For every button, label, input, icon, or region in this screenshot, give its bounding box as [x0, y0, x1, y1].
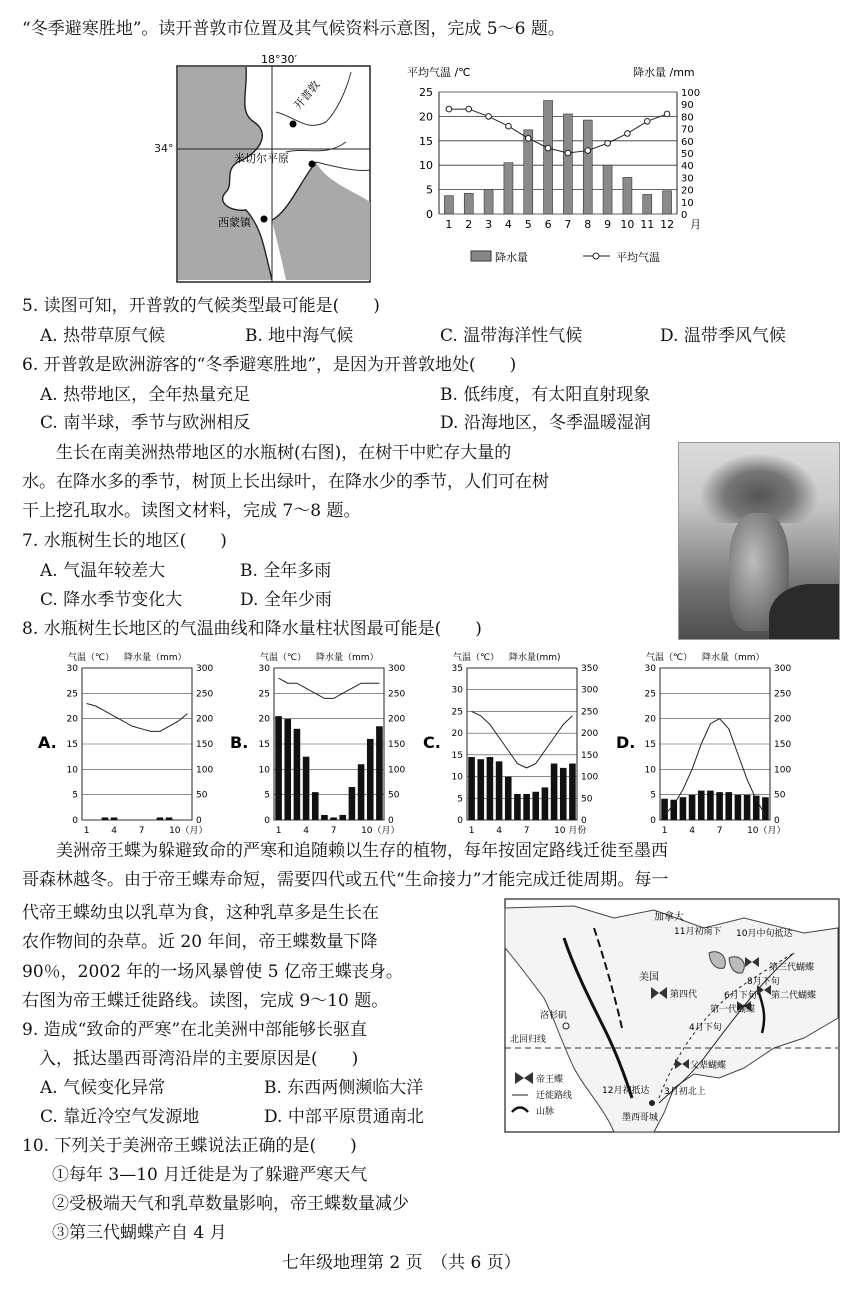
- precip-bar: [542, 787, 549, 820]
- month-tick-label: 2: [465, 218, 473, 231]
- precip-bar: [111, 817, 118, 820]
- temp-curve: [279, 678, 380, 698]
- option-letter: A.: [38, 733, 57, 752]
- option-letter: D.: [616, 733, 636, 752]
- left-tick-label: 35: [451, 664, 463, 674]
- left-tick-label: 15: [419, 134, 433, 148]
- precip-axis-label: 降水量(mm): [509, 653, 561, 663]
- option-chart-b: [230, 651, 405, 836]
- left-tick-label: 5: [650, 790, 656, 801]
- left-tick-label: 15: [451, 750, 463, 761]
- question-8: 8. 水瓶树生长地区的气温曲线和降水量柱状图最可能是( ): [22, 619, 482, 639]
- right-tick-label: 100: [196, 765, 214, 776]
- month-tick-label: 4: [496, 826, 502, 836]
- temp-axis-label: 气温（℃）: [260, 653, 307, 663]
- q5-option-d: D. 温带季风气候: [660, 326, 786, 346]
- right-tick-label: 300: [196, 664, 214, 674]
- right-tick-label: 300: [774, 664, 792, 674]
- right-tick-label: 150: [196, 740, 214, 750]
- month-tick-label: 4: [303, 826, 309, 836]
- precip-bar: [661, 799, 668, 820]
- temp-axis-label: 气温（℃）: [453, 653, 500, 663]
- q6-option-d: D. 沿海地区，冬季温暖湿润: [440, 413, 651, 433]
- right-tick-label: 100: [388, 765, 406, 776]
- left-tick-label: 5: [72, 790, 78, 801]
- q6-option-c: C. 南半球，季节与欧洲相反: [40, 413, 251, 433]
- month-tick-label: 5: [524, 218, 532, 231]
- month-tick-label: 9: [604, 218, 612, 231]
- q10-item-1: ①每年 3—10 月迁徙是为了躲避严寒天气: [52, 1165, 368, 1185]
- month-tick-label: 1: [468, 826, 475, 836]
- question-5: 5. 读图可知，开普敦的气候类型最可能是( ): [22, 296, 380, 316]
- precip-bar: [444, 196, 453, 214]
- precip-bar: [487, 757, 494, 820]
- map-nov: 11月初南下: [674, 927, 722, 937]
- precip-axis-label: 降水量（mm）: [316, 653, 379, 663]
- right-tick-label: 40: [681, 161, 694, 173]
- precip-bar: [303, 757, 310, 820]
- right-tick-label: 200: [581, 729, 599, 740]
- q5-option-b: B. 地中海气候: [245, 326, 354, 346]
- right-tick-label: 60: [681, 136, 694, 148]
- precip-bar: [102, 817, 109, 820]
- q9-option-a: A. 气候变化异常: [40, 1078, 166, 1098]
- left-tick-label: 15: [66, 740, 78, 750]
- q6-option-a: A. 热带地区，全年热量充足: [40, 385, 251, 405]
- left-tick-label: 20: [451, 729, 463, 740]
- right-tick-label: 0: [388, 816, 394, 826]
- right-tick-label: 100: [681, 88, 701, 99]
- precip-bar: [735, 795, 742, 820]
- q5-option-c: C. 温带海洋性气候: [440, 326, 583, 346]
- month-tick-label: 11: [640, 218, 655, 231]
- intro-line: “冬季避寒胜地”。读开普敦市位置及其气候资料示意图，完成 5～6 题。: [22, 19, 565, 39]
- option-charts: [30, 648, 830, 836]
- month-tick-label: 1: [445, 218, 453, 231]
- temp-curve: [87, 703, 188, 731]
- precip-bar: [330, 817, 337, 820]
- q9-option-b: B. 东西两侧濒临大洋: [264, 1078, 424, 1098]
- map-los-angeles: 洛杉矶: [540, 1011, 568, 1021]
- precip-bar: [544, 101, 553, 214]
- left-tick-label: 5: [264, 790, 270, 801]
- question-10: 10. 下列关于美洲帝王蝶说法正确的是( ): [22, 1136, 357, 1156]
- precip-bar: [670, 800, 677, 820]
- passage2-line-2: 水。在降水多的季节，树顶上长出绿叶，在降水少的季节，人们可在树: [22, 472, 549, 492]
- precip-bar: [349, 787, 356, 820]
- right-tick-label: 200: [388, 714, 406, 725]
- precip-bar: [707, 791, 714, 820]
- simons-town-label: 西蒙镇: [218, 216, 251, 229]
- passage3-line-6: 右图为帝王蝶迁徙路线。读图，完成 9～10 题。: [22, 991, 389, 1011]
- legend-temp-label: 平均气温: [616, 251, 660, 264]
- map-oct: 10月中旬抵达: [736, 929, 793, 939]
- precip-bar: [603, 165, 612, 214]
- question-9-line-2: 入，抵达墨西哥湾沿岸的主要原因是( ): [22, 1049, 359, 1069]
- left-tick-label: 15: [258, 740, 270, 750]
- right-tick-label: 80: [681, 112, 694, 124]
- option-letter: B.: [230, 733, 249, 752]
- left-tick-label: 25: [644, 689, 656, 700]
- passage3-line-3: 代帝王蝶幼虫以乳草为食，这种乳草多是生长在: [22, 903, 379, 923]
- right-tick-label: 150: [388, 740, 406, 750]
- q9-option-d: D. 中部平原贯通南北: [264, 1107, 424, 1127]
- right-tick-label: 0: [681, 210, 688, 221]
- q7-option-b: B. 全年多雨: [240, 561, 332, 581]
- right-tick-label: 50: [774, 790, 786, 801]
- passage3-line-2: 哥森林越冬。由于帝王蝶寿命短，需要四代或五代“生命接力”才能完成迁徙周期。每一: [22, 870, 669, 890]
- map-dec: 12月初抵达: [602, 1086, 650, 1096]
- right-tick-label: 50: [581, 794, 593, 805]
- temp-point: [644, 118, 650, 124]
- precip-bar: [725, 792, 732, 820]
- option-letter: C.: [423, 733, 441, 752]
- q5-option-a: A. 热带草原气候: [40, 326, 166, 346]
- cape-town-label: 开普敦: [291, 78, 323, 112]
- precip-bar: [321, 815, 328, 820]
- latitude-label: 34°: [154, 142, 174, 155]
- left-tick-label: 20: [644, 714, 656, 725]
- right-tick-label: 70: [681, 124, 694, 136]
- right-tick-label: 250: [774, 689, 792, 700]
- precip-bar: [484, 190, 493, 214]
- temp-point: [605, 140, 611, 146]
- page-footer: 七年级地理第 2 页 （共 6 页）: [282, 1253, 521, 1273]
- precip-bar: [496, 761, 503, 820]
- question-7: 7. 水瓶树生长的地区( ): [22, 531, 227, 551]
- right-tick-label: 10: [681, 197, 694, 209]
- left-tick-label: 25: [419, 86, 433, 99]
- option-chart-d: [616, 651, 791, 836]
- left-tick-label: 0: [650, 816, 656, 826]
- right-tick-label: 200: [196, 714, 214, 725]
- legend-butterfly: 帝王蝶: [536, 1075, 564, 1085]
- temp-point: [466, 106, 472, 112]
- temp-point: [565, 150, 571, 156]
- right-tick-label: 150: [774, 740, 792, 750]
- precip-bar: [524, 130, 533, 214]
- precip-bar: [358, 764, 365, 820]
- left-tick-label: 10: [66, 765, 78, 776]
- precip-bar: [504, 163, 513, 214]
- left-tick-label: 30: [451, 685, 463, 696]
- right-tick-label: 200: [774, 714, 792, 725]
- left-tick-label: 10: [644, 765, 656, 776]
- right-tick-label: 100: [774, 765, 792, 776]
- left-tick-label: 30: [644, 664, 656, 674]
- right-tick-label: 20: [681, 185, 694, 197]
- right-tick-label: 350: [581, 664, 599, 674]
- q9-option-c: C. 靠近冷空气发源地: [40, 1107, 200, 1127]
- legend-precip-label: 降水量: [495, 251, 528, 264]
- left-tick-label: 25: [451, 707, 463, 718]
- left-tick-label: 25: [258, 689, 270, 700]
- left-tick-label: 0: [426, 208, 433, 221]
- right-tick-label: 0: [581, 816, 587, 826]
- precip-bar: [157, 817, 164, 820]
- precip-bar: [716, 792, 723, 820]
- passage2-line-3: 干上挖孔取水。读图文材料，完成 7～8 题。: [22, 501, 361, 521]
- precip-bar: [275, 716, 282, 820]
- precip-bar: [468, 757, 475, 820]
- passage3-line-4: 农作物间的杂草。近 20 年间，帝王蝶数量下降: [22, 932, 378, 952]
- month-tick-label: 7: [523, 826, 530, 836]
- question-9-line-1: 9. 造成“致命的严寒”在北美洲中部能够长驱直: [22, 1020, 368, 1040]
- temp-point: [625, 131, 631, 137]
- month-tick-label: 10（月）: [169, 826, 208, 836]
- left-tick-label: 20: [66, 714, 78, 725]
- precip-bar: [294, 729, 301, 820]
- right-tick-label: 0: [196, 816, 202, 826]
- precip-bar: [367, 739, 374, 820]
- right-axis-title: 降水量 /mm: [633, 66, 695, 79]
- right-tick-label: 250: [196, 689, 214, 700]
- month-tick-label: 4: [504, 218, 512, 231]
- month-tick-label: 10（月）: [361, 826, 400, 836]
- option-chart-c: [423, 651, 598, 836]
- right-tick-label: 250: [388, 689, 406, 700]
- right-tick-label: 0: [774, 816, 780, 826]
- temp-point: [446, 106, 452, 112]
- precip-bar: [477, 759, 484, 820]
- legend-route: 迁徙路线: [536, 1091, 573, 1101]
- map-canada: 加拿大: [654, 912, 684, 923]
- map-jun: 6月下旬: [724, 991, 757, 1001]
- question-6: 6. 开普敦是欧洲游客的“冬季避寒胜地”，是因为开普敦地处( ): [22, 355, 517, 375]
- right-tick-label: 300: [581, 685, 599, 696]
- precip-bar: [339, 815, 346, 820]
- left-tick-label: 30: [258, 664, 270, 674]
- q7-option-a: A. 气温年较差大: [40, 561, 166, 581]
- cape-town-map: [176, 52, 372, 284]
- q7-option-d: D. 全年少雨: [240, 590, 332, 610]
- precip-bar: [532, 792, 539, 820]
- precip-bar: [505, 777, 512, 820]
- precip-bar: [744, 795, 751, 820]
- right-tick-label: 150: [581, 750, 599, 761]
- precip-bar: [689, 795, 696, 820]
- precip-bar: [514, 794, 521, 820]
- map-second-gen: 第二代蝴蝶: [771, 991, 817, 1001]
- temp-point: [664, 111, 670, 117]
- left-tick-label: 10: [419, 159, 433, 173]
- precip-axis-label: 降水量（mm）: [702, 653, 765, 663]
- precip-axis-label: 降水量（mm）: [124, 653, 187, 663]
- right-tick-label: 250: [581, 707, 599, 718]
- mitchells-plain-label: 米切尔平原: [234, 152, 289, 165]
- month-tick-label: 7: [330, 826, 337, 836]
- temp-axis-label: 气温（℃）: [68, 653, 115, 663]
- map-first-gen: 第一代蝴蝶: [710, 1005, 756, 1015]
- precip-bar: [569, 764, 576, 820]
- left-tick-label: 0: [457, 816, 463, 826]
- precip-bar: [583, 120, 592, 214]
- precip-bar: [643, 194, 652, 214]
- month-unit: 月: [690, 218, 701, 231]
- passage3-line-1: 美洲帝王蝶为躲避致命的严寒和追随赖以生存的植物，每年按固定路线迁徙至墨西: [22, 841, 668, 861]
- right-tick-label: 90: [681, 100, 694, 112]
- q10-item-2: ②受极端天气和乳草数量影响，帝王蝶数量减少: [52, 1194, 409, 1214]
- precip-bar: [680, 797, 687, 820]
- month-tick-label: 7: [138, 826, 145, 836]
- temp-point: [545, 145, 551, 151]
- right-tick-label: 100: [581, 772, 599, 783]
- precip-bar: [166, 817, 173, 820]
- left-tick-label: 0: [264, 816, 270, 826]
- precip-bar: [698, 791, 705, 820]
- left-tick-label: 10: [451, 772, 463, 783]
- month-tick-label: 1: [661, 826, 668, 836]
- map-parents: 父辈蝴蝶: [690, 1061, 727, 1071]
- left-tick-label: 10: [258, 765, 270, 776]
- precip-bar: [563, 114, 572, 214]
- left-tick-label: 15: [644, 740, 656, 750]
- right-tick-label: 50: [388, 790, 400, 801]
- option-chart-a: [38, 651, 213, 836]
- month-tick-label: 6: [544, 218, 552, 231]
- month-tick-label: 10 月份: [554, 826, 587, 836]
- temp-axis-label: 气温（℃）: [646, 653, 693, 663]
- month-tick-label: 12: [660, 218, 675, 231]
- precip-bar: [376, 726, 383, 820]
- left-tick-label: 25: [66, 689, 78, 700]
- q6-option-b: B. 低纬度，有太阳直射现象: [440, 385, 651, 405]
- map-fourth-gen: 第四代: [670, 990, 698, 1000]
- map-usa: 美国: [639, 972, 659, 983]
- left-tick-label: 30: [66, 664, 78, 674]
- cape-town-climate-chart: [405, 64, 705, 274]
- map-tropic: 北回归线: [510, 1035, 547, 1045]
- month-tick-label: 4: [111, 826, 117, 836]
- legend-mountain: 山脉: [536, 1107, 555, 1117]
- left-axis-title: 平均气温 /℃: [407, 66, 471, 79]
- legend-precip-swatch: [471, 251, 491, 261]
- temp-point: [585, 148, 591, 154]
- q10-item-3: ③第三代蝴蝶产自 4 月: [52, 1223, 227, 1243]
- map-third-gen: 第三代蝴蝶: [769, 963, 815, 973]
- temp-line: [449, 109, 667, 153]
- passage3-line-5: 90％，2002 年的一场风暴曾使 5 亿帝王蝶丧身。: [22, 962, 403, 982]
- month-tick-label: 1: [275, 826, 282, 836]
- map-mar: 3月初北上: [664, 1087, 706, 1097]
- left-tick-label: 0: [72, 816, 78, 826]
- month-tick-label: 10: [620, 218, 635, 231]
- map-aug: 8月下旬: [747, 977, 780, 987]
- right-tick-label: 300: [388, 664, 406, 674]
- temp-point: [525, 136, 531, 142]
- map-mexico-city: 墨西哥城: [622, 1113, 659, 1123]
- bottle-tree-photo: [678, 442, 840, 640]
- monarch-migration-map: [504, 898, 840, 1134]
- precip-bar: [464, 193, 473, 214]
- map-apr: 4月下旬: [689, 1023, 722, 1033]
- longitude-label: 18°30′: [261, 53, 297, 66]
- left-tick-label: 20: [258, 714, 270, 725]
- month-tick-label: 7: [716, 826, 723, 836]
- precip-bar: [623, 177, 632, 214]
- passage2-line-1: 生长在南美洲热带地区的水瓶树(右图)，在树干中贮存大量的: [22, 443, 512, 463]
- month-tick-label: 10（月）: [747, 826, 786, 836]
- temp-point: [506, 123, 512, 129]
- left-tick-label: 5: [457, 794, 463, 805]
- right-tick-label: 50: [196, 790, 208, 801]
- right-tick-label: 50: [681, 149, 694, 160]
- month-tick-label: 8: [584, 218, 592, 231]
- month-tick-label: 4: [689, 826, 695, 836]
- q7-option-c: C. 降水季节变化大: [40, 590, 183, 610]
- precip-bar: [762, 797, 769, 820]
- precip-bar: [560, 768, 567, 820]
- precip-bar: [312, 792, 319, 820]
- precip-bar: [551, 764, 558, 820]
- month-tick-label: 7: [564, 218, 572, 231]
- precip-bar: [663, 191, 672, 214]
- left-tick-label: 20: [419, 110, 433, 124]
- left-tick-label: 5: [426, 183, 433, 197]
- right-tick-label: 30: [681, 173, 694, 185]
- month-tick-label: 1: [83, 826, 90, 836]
- precip-bar: [523, 794, 530, 820]
- precip-bar: [284, 719, 291, 820]
- month-tick-label: 3: [485, 218, 493, 231]
- temp-point: [486, 114, 492, 120]
